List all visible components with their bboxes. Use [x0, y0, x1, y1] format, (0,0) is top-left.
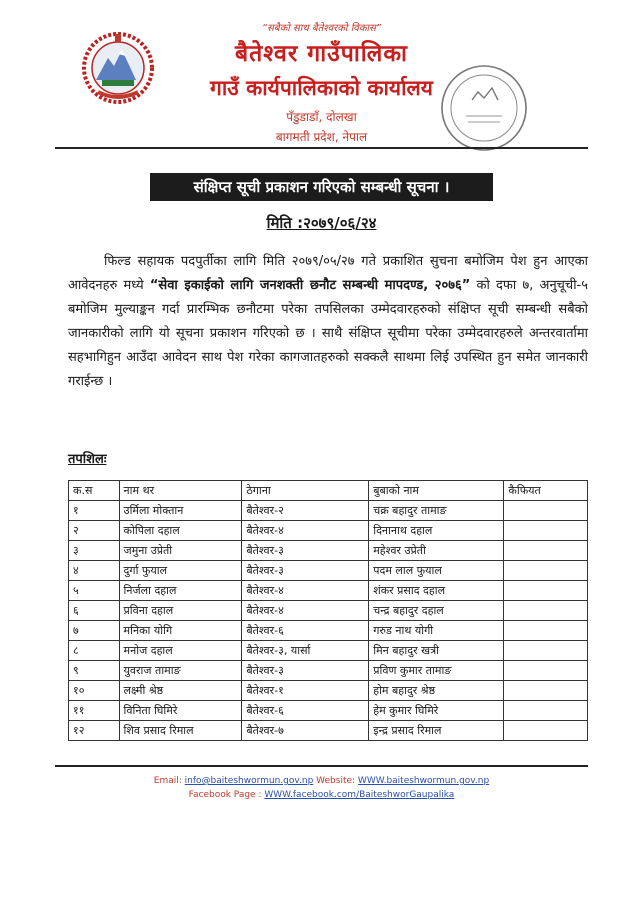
cell-father: शंकर प्रसाद दहाल — [369, 581, 504, 601]
cell-name: प्रविना दहाल — [119, 601, 242, 621]
cell-remarks — [504, 721, 588, 741]
header-divider — [55, 147, 588, 149]
cell-serial: ७ — [69, 621, 120, 641]
slogan: “सबैको साथ बैतेश्वरको विकास” — [261, 23, 382, 34]
details-label: तपशिलः — [68, 452, 107, 467]
cell-name: विनिता घिमिरे — [119, 701, 242, 721]
cell-serial: ३ — [69, 541, 120, 561]
cell-remarks — [504, 621, 588, 641]
cell-serial: ६ — [69, 601, 120, 621]
cell-name: दुर्गा फुयाल — [119, 561, 242, 581]
office-subtitle: गाउँ कार्यपालिकाको कार्यालय — [210, 76, 433, 100]
facebook-label: Facebook Page : — [188, 790, 265, 800]
notice-title: संक्षिप्त सूची प्रकाशन गरिएको सम्बन्धी सूचना । — [150, 173, 493, 201]
notice-body-part-1: फिल्ड सहायक पदपुर्तीका लागि मिति २०७९/०५/२७ गते प्रकाशित सुचना बमोजिम पेश हुन आएका आवेदनहरु मध्ये — [68, 254, 588, 293]
cell-serial: ९ — [69, 661, 120, 681]
office-name: बैतेश्वर गाउँपालिका — [235, 41, 408, 67]
cell-address: बैतेश्वर-३ — [242, 561, 369, 581]
cell-father: प्रविण कुमार तामाङ — [369, 661, 504, 681]
cell-serial: ११ — [69, 701, 120, 721]
cell-address: बैतेश्वर-७ — [242, 721, 369, 741]
cell-name: लक्ष्मी श्रेष्ठ — [119, 681, 242, 701]
office-address: पँडुडाडाँ, दोलखा — [286, 110, 357, 124]
table-row — [69, 661, 588, 681]
cell-address: बैतेश्वर-४ — [242, 521, 369, 541]
office-stamp-icon — [436, 60, 532, 156]
cell-name: मनिका योगि — [119, 621, 242, 641]
cell-address: बैतेश्वर-४ — [242, 581, 369, 601]
footer-facebook — [0, 790, 643, 800]
cell-father: होम बहादुर श्रेष्ठ — [369, 681, 504, 701]
cell-address: बैतेश्वर-६ — [242, 701, 369, 721]
table-row — [69, 541, 588, 561]
table-row — [69, 521, 588, 541]
table-row — [69, 681, 588, 701]
cell-address: बैतेश्वर-६ — [242, 621, 369, 641]
cell-name: शिव प्रसाद रिमाल — [119, 721, 242, 741]
cell-father: चन्द्र बहादुर दहाल — [369, 601, 504, 621]
cell-remarks — [504, 541, 588, 561]
cell-serial: १ — [69, 501, 120, 521]
table-row — [69, 561, 588, 581]
cell-address: बैतेश्वर-४ — [242, 601, 369, 621]
email-label: Email: — [153, 776, 185, 786]
cell-father: दिनानाथ दहाल — [369, 521, 504, 541]
col-father-header: बुबाको नाम — [369, 481, 504, 501]
cell-address: बैतेश्वर-२ — [242, 501, 369, 521]
cell-serial: १२ — [69, 721, 120, 741]
facebook-link[interactable]: WWW.facebook.com/BaiteshworGaupalika — [264, 790, 455, 800]
notice-body — [68, 250, 588, 394]
col-address-header: ठेगाना — [242, 481, 369, 501]
table-row — [69, 721, 588, 741]
cell-father: चक्र बहादुर तामाङ — [369, 501, 504, 521]
col-name-header: नाम थर — [119, 481, 242, 501]
table-row — [69, 601, 588, 621]
cell-remarks — [504, 701, 588, 721]
cell-remarks — [504, 661, 588, 681]
cell-father: महेश्वर उप्रेती — [369, 541, 504, 561]
cell-name: निर्जला दहाल — [119, 581, 242, 601]
cell-name: मनोज दहाल — [119, 641, 242, 661]
col-serial-header: क.स — [69, 481, 120, 501]
footer-contact — [0, 776, 643, 786]
table-row — [69, 621, 588, 641]
notice-body-bold: “सेवा इकाईको लागि जनशक्ती छनौट सम्बन्धी मापदण्ड, २०७६” — [149, 278, 471, 293]
cell-address: बैतेश्वर-१ — [242, 681, 369, 701]
cell-name: युवराज तामाङ — [119, 661, 242, 681]
cell-remarks — [504, 581, 588, 601]
cell-remarks — [504, 681, 588, 701]
cell-serial: ८ — [69, 641, 120, 661]
cell-father: इन्द्र प्रसाद रिमाल — [369, 721, 504, 741]
cell-father: गरुड नाथ योगी — [369, 621, 504, 641]
table-row — [69, 581, 588, 601]
cell-father: मिन बहादुर खत्री — [369, 641, 504, 661]
website-link[interactable]: WWW.baiteshwormun.gov.np — [357, 776, 490, 786]
cell-serial: १० — [69, 681, 120, 701]
cell-name: जमुना उप्रेती — [119, 541, 242, 561]
email-link[interactable]: info@baiteshwormun.gov.np — [184, 776, 314, 786]
cell-serial: ४ — [69, 561, 120, 581]
table-header-row — [69, 481, 588, 501]
cell-address: बैतेश्वर-३, यार्सा — [242, 641, 369, 661]
cell-address: बैतेश्वर-३ — [242, 541, 369, 561]
cell-remarks — [504, 601, 588, 621]
cell-father: पदम लाल फुयाल — [369, 561, 504, 581]
notice-date: मिति :२०७९/०६/२४ — [266, 214, 377, 232]
website-label: Website: — [313, 776, 358, 786]
cell-remarks — [504, 521, 588, 541]
cell-serial: ५ — [69, 581, 120, 601]
cell-address: बैतेश्वर-३ — [242, 661, 369, 681]
cell-remarks — [504, 501, 588, 521]
candidate-table — [68, 480, 588, 741]
table-row — [69, 701, 588, 721]
table-row — [69, 641, 588, 661]
cell-father: हेम कुमार घिमिरे — [369, 701, 504, 721]
cell-remarks — [504, 561, 588, 581]
cell-serial: २ — [69, 521, 120, 541]
cell-name: कोपिला दहाल — [119, 521, 242, 541]
cell-name: उर्मिला मोक्तान — [119, 501, 242, 521]
footer-divider — [55, 765, 588, 767]
notice-body-part-2: को दफा ७, अनुचूची-५ बमोजिम मुल्याङ्कन गर्दा प्रारम्भिक छनौटमा परेका तपसिलका उम्मेदवारहरुको संक्षिप्त सूची सम्बन्धी सबैको जानकारीको लागि यो सूचना प्रकाशन गरिएको छ । साथै संक्षिप्त सूचीमा परेका उम्मेदवारहरुले अन्तरवार्तामा सहभागिहुन आउँदा आवेदन साथ पेश गरेका कागजातहरुको सक्कलै साथमा लिई उपस्थित हुन समेत जानकारी गराईन्छ । — [68, 278, 589, 389]
table-row — [69, 501, 588, 521]
col-remarks-header: कैफियत — [504, 481, 588, 501]
cell-remarks — [504, 641, 588, 661]
office-province: बागमती प्रदेश, नेपाल — [275, 130, 368, 144]
